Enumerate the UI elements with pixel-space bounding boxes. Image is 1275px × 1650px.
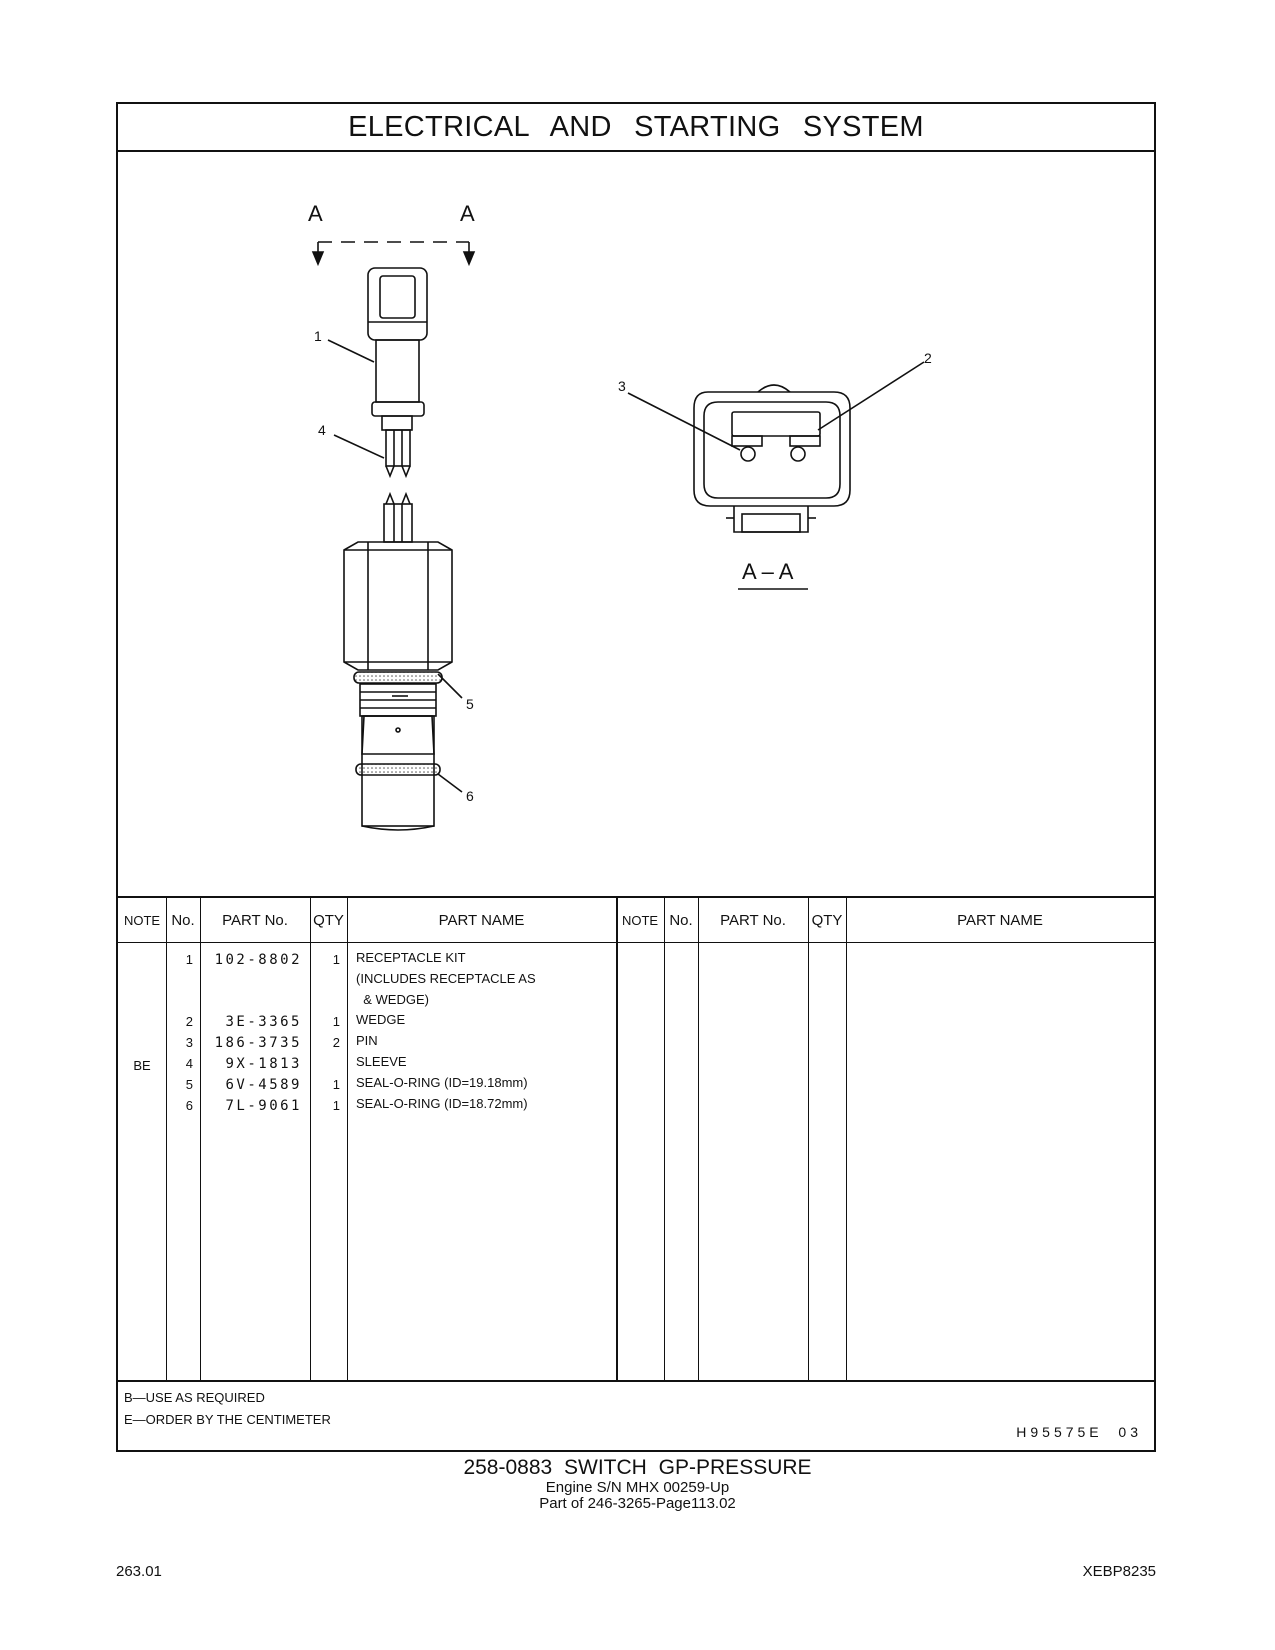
note-b: B—USE AS REQUIRED bbox=[124, 1390, 265, 1405]
section-label-right: A bbox=[460, 201, 475, 226]
document-code: XEBP8235 bbox=[1082, 1563, 1156, 1580]
view-label-a-a: A – A bbox=[742, 559, 794, 584]
assembly-caption: 258-0883 SWITCH GP-PRESSURE bbox=[463, 1456, 812, 1479]
row-part-name: PIN bbox=[356, 1033, 378, 1048]
row-part-no: 9X-1813 bbox=[225, 1056, 302, 1072]
row-no: 2 bbox=[185, 1014, 193, 1029]
parts-page-frame bbox=[116, 102, 1156, 1452]
row-part-no: 6V-4589 bbox=[225, 1077, 302, 1093]
header-part-no-2: PART No. bbox=[720, 911, 786, 929]
row-qty: 2 bbox=[332, 1035, 340, 1050]
row-qty: 1 bbox=[332, 1014, 340, 1029]
note-e: E—ORDER BY THE CENTIMETER bbox=[124, 1412, 331, 1427]
row-part-name: & WEDGE) bbox=[356, 992, 429, 1007]
row-qty: 1 bbox=[332, 1077, 340, 1092]
callout-5: 5 bbox=[466, 696, 474, 712]
row-part-no: 186-3735 bbox=[214, 1035, 302, 1051]
drawing-reference: H95575E 03 bbox=[1016, 1424, 1142, 1440]
group-note: BE bbox=[133, 1058, 151, 1073]
row-part-no: 3E-3365 bbox=[225, 1014, 302, 1030]
row-no: 5 bbox=[185, 1077, 193, 1092]
row-part-name: SLEEVE bbox=[356, 1054, 407, 1069]
header-part-name: PART NAME bbox=[438, 911, 525, 929]
header-note-2: NOTE bbox=[621, 912, 659, 928]
row-part-name: (INCLUDES RECEPTACLE AS bbox=[356, 971, 536, 986]
page-number: 263.01 bbox=[116, 1563, 162, 1580]
serial-caption: Engine S/N MHX 00259-Up bbox=[545, 1479, 730, 1496]
callout-2: 2 bbox=[924, 350, 932, 366]
row-part-no: 102-8802 bbox=[214, 952, 302, 968]
callout-4: 4 bbox=[318, 422, 326, 438]
row-part-name: WEDGE bbox=[356, 1012, 406, 1027]
row-part-no: 7L-9061 bbox=[225, 1098, 302, 1114]
header-no: No. bbox=[171, 911, 195, 929]
page-title: ELECTRICAL AND STARTING SYSTEM bbox=[118, 104, 1154, 152]
header-no-2: No. bbox=[669, 911, 693, 929]
row-no: 6 bbox=[185, 1098, 193, 1113]
row-part-name: RECEPTACLE KIT bbox=[356, 950, 466, 965]
parent-caption: Part of 246-3265-Page113.02 bbox=[539, 1495, 736, 1512]
callout-3: 3 bbox=[618, 378, 626, 394]
header-qty: QTY bbox=[313, 911, 344, 929]
parts-illustration bbox=[118, 150, 1154, 896]
row-part-name: SEAL-O-RING (ID=19.18mm) bbox=[356, 1075, 528, 1090]
parts-table bbox=[118, 896, 1154, 1382]
row-qty: 1 bbox=[332, 952, 340, 967]
row-qty: 1 bbox=[332, 1098, 340, 1113]
row-no: 4 bbox=[185, 1056, 193, 1071]
header-part-name-2: PART NAME bbox=[957, 911, 1043, 929]
callout-1: 1 bbox=[314, 328, 322, 344]
notes-section bbox=[118, 1380, 1154, 1452]
row-part-name: SEAL-O-RING (ID=18.72mm) bbox=[356, 1096, 528, 1111]
row-no: 1 bbox=[185, 952, 193, 967]
section-label-left: A bbox=[308, 201, 323, 226]
row-no: 3 bbox=[185, 1035, 193, 1050]
header-part-no: PART No. bbox=[222, 911, 288, 929]
header-qty-2: QTY bbox=[811, 911, 843, 929]
callout-6: 6 bbox=[466, 788, 474, 804]
header-note: NOTE bbox=[123, 912, 161, 928]
